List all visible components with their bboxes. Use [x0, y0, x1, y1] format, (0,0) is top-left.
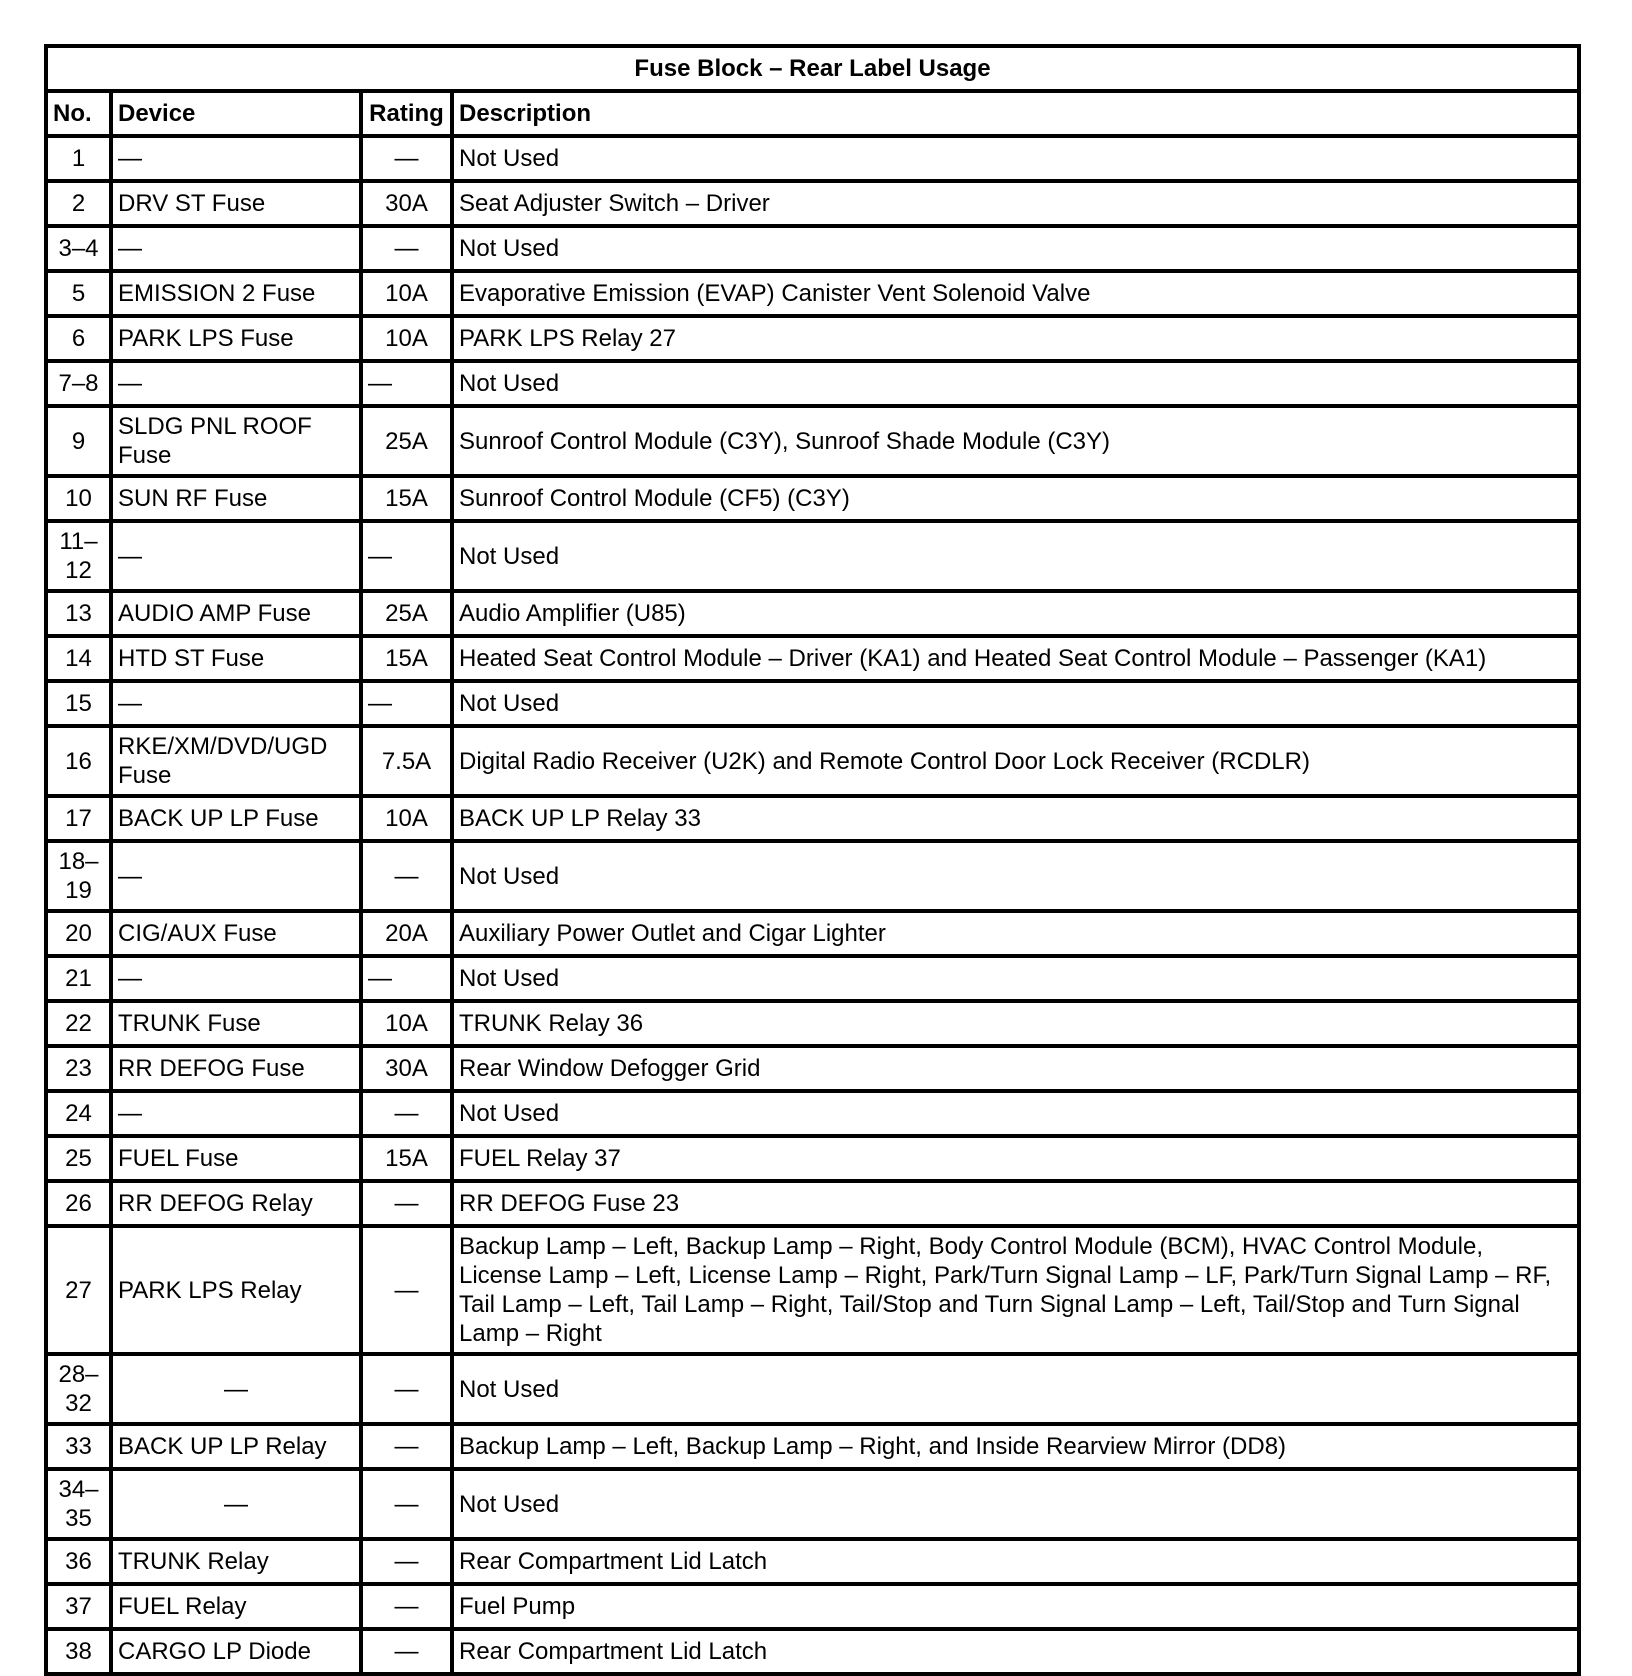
cell-device: — — [111, 681, 361, 726]
cell-no: 38 — [46, 1629, 111, 1674]
table-row — [46, 1539, 1579, 1584]
header-description: Description — [452, 91, 1579, 136]
cell-device: BACK UP LP Fuse — [111, 796, 361, 841]
table-row — [46, 841, 1579, 911]
cell-description: Sunroof Control Module (CF5) (C3Y) — [452, 476, 1579, 521]
table-row — [46, 136, 1579, 181]
cell-rating: — — [361, 1584, 452, 1629]
cell-no: 13 — [46, 591, 111, 636]
cell-description: Sunroof Control Module (C3Y), Sunroof Shade Module (C3Y) — [452, 406, 1579, 476]
cell-device: — — [111, 136, 361, 181]
cell-no: 18–19 — [46, 841, 111, 911]
cell-no: 16 — [46, 726, 111, 796]
cell-description: Heated Seat Control Module – Driver (KA1) and Heated Seat Control Module – Passenger (KA1) — [452, 636, 1579, 681]
cell-rating: — — [361, 226, 452, 271]
header-rating: Rating — [361, 91, 452, 136]
cell-rating: 25A — [361, 591, 452, 636]
cell-no: 28–32 — [46, 1354, 111, 1424]
cell-device: HTD ST Fuse — [111, 636, 361, 681]
cell-device: PARK LPS Fuse — [111, 316, 361, 361]
table-row — [46, 1469, 1579, 1539]
cell-description: Not Used — [452, 1091, 1579, 1136]
cell-description: BACK UP LP Relay 33 — [452, 796, 1579, 841]
cell-no: 2 — [46, 181, 111, 226]
cell-rating: — — [361, 1629, 452, 1674]
cell-device: — — [111, 361, 361, 406]
title-row — [46, 46, 1579, 91]
cell-description: RR DEFOG Fuse 23 — [452, 1181, 1579, 1226]
cell-rating: 7.5A — [361, 726, 452, 796]
cell-description: Not Used — [452, 841, 1579, 911]
cell-rating: — — [361, 841, 452, 911]
table-row — [46, 591, 1579, 636]
table-row — [46, 726, 1579, 796]
cell-description: TRUNK Relay 36 — [452, 1001, 1579, 1046]
cell-description: Backup Lamp – Left, Backup Lamp – Right, and Inside Rearview Mirror (DD8) — [452, 1424, 1579, 1469]
cell-description: Not Used — [452, 226, 1579, 271]
table-row — [46, 361, 1579, 406]
table-row — [46, 1629, 1579, 1674]
cell-device: CIG/AUX Fuse — [111, 911, 361, 956]
cell-no: 24 — [46, 1091, 111, 1136]
cell-no: 15 — [46, 681, 111, 726]
cell-device: — — [111, 1469, 361, 1539]
cell-description: Not Used — [452, 136, 1579, 181]
cell-no: 1 — [46, 136, 111, 181]
cell-rating: 30A — [361, 1046, 452, 1091]
cell-device: TRUNK Relay — [111, 1539, 361, 1584]
cell-device: — — [111, 841, 361, 911]
table-row — [46, 1354, 1579, 1424]
table-row — [46, 1424, 1579, 1469]
cell-no: 7–8 — [46, 361, 111, 406]
cell-description: FUEL Relay 37 — [452, 1136, 1579, 1181]
cell-rating: 10A — [361, 796, 452, 841]
cell-description: Not Used — [452, 956, 1579, 1001]
cell-no: 27 — [46, 1226, 111, 1354]
cell-rating: — — [361, 956, 452, 1001]
cell-rating: 25A — [361, 406, 452, 476]
cell-device: — — [111, 956, 361, 1001]
cell-no: 14 — [46, 636, 111, 681]
cell-rating: — — [361, 1354, 452, 1424]
cell-description: Not Used — [452, 1469, 1579, 1539]
cell-rating: — — [361, 136, 452, 181]
table-row — [46, 1181, 1579, 1226]
cell-rating: — — [361, 521, 452, 591]
table-row — [46, 406, 1579, 476]
cell-description: Not Used — [452, 521, 1579, 591]
cell-device: RR DEFOG Relay — [111, 1181, 361, 1226]
cell-rating: — — [361, 1181, 452, 1226]
table-row — [46, 1046, 1579, 1091]
cell-no: 3–4 — [46, 226, 111, 271]
header-row — [46, 91, 1579, 136]
header-device: Device — [111, 91, 361, 136]
table-row — [46, 181, 1579, 226]
cell-no: 36 — [46, 1539, 111, 1584]
table-row — [46, 1136, 1579, 1181]
cell-rating: 15A — [361, 636, 452, 681]
cell-rating: 15A — [361, 476, 452, 521]
cell-no: 10 — [46, 476, 111, 521]
cell-device: SUN RF Fuse — [111, 476, 361, 521]
table-row — [46, 271, 1579, 316]
table-row — [46, 1584, 1579, 1629]
cell-description: Backup Lamp – Left, Backup Lamp – Right, Body Control Module (BCM), HVAC Control Module, License Lamp – Left, License Lamp – Right, Park/Turn Signal Lamp – LF, Park/Turn Signal Lamp – RF, Tail Lamp – Left, Tail Lamp – Right, Tail/Stop and Turn Signal Lamp – Left, Tail/Stop and Turn Signal Lamp – Right — [452, 1226, 1579, 1354]
cell-device: FUEL Fuse — [111, 1136, 361, 1181]
cell-rating: 10A — [361, 271, 452, 316]
cell-description: Auxiliary Power Outlet and Cigar Lighter — [452, 911, 1579, 956]
cell-no: 17 — [46, 796, 111, 841]
cell-device: PARK LPS Relay — [111, 1226, 361, 1354]
cell-device: DRV ST Fuse — [111, 181, 361, 226]
cell-device: — — [111, 1354, 361, 1424]
cell-device: CARGO LP Diode — [111, 1629, 361, 1674]
cell-rating: — — [361, 1226, 452, 1354]
cell-no: 11–12 — [46, 521, 111, 591]
cell-device: AUDIO AMP Fuse — [111, 591, 361, 636]
table-title: Fuse Block – Rear Label Usage — [46, 46, 1579, 91]
cell-no: 9 — [46, 406, 111, 476]
cell-description: Not Used — [452, 1354, 1579, 1424]
cell-no: 23 — [46, 1046, 111, 1091]
table-row — [46, 476, 1579, 521]
cell-device: — — [111, 521, 361, 591]
cell-description: Not Used — [452, 681, 1579, 726]
cell-device: BACK UP LP Relay — [111, 1424, 361, 1469]
cell-rating: 10A — [361, 1001, 452, 1046]
table-row — [46, 911, 1579, 956]
cell-rating: 30A — [361, 181, 452, 226]
table-row — [46, 521, 1579, 591]
cell-description: Rear Compartment Lid Latch — [452, 1539, 1579, 1584]
table-row — [46, 1091, 1579, 1136]
table-row — [46, 1226, 1579, 1354]
cell-rating: — — [361, 1469, 452, 1539]
cell-description: Not Used — [452, 361, 1579, 406]
table-row — [46, 1001, 1579, 1046]
cell-no: 26 — [46, 1181, 111, 1226]
cell-no: 21 — [46, 956, 111, 1001]
cell-rating: 20A — [361, 911, 452, 956]
cell-device: — — [111, 226, 361, 271]
cell-device: — — [111, 1091, 361, 1136]
cell-no: 37 — [46, 1584, 111, 1629]
cell-device: RR DEFOG Fuse — [111, 1046, 361, 1091]
table-row — [46, 226, 1579, 271]
cell-no: 20 — [46, 911, 111, 956]
cell-no: 25 — [46, 1136, 111, 1181]
cell-description: Digital Radio Receiver (U2K) and Remote Control Door Lock Receiver (RCDLR) — [452, 726, 1579, 796]
cell-rating: — — [361, 1091, 452, 1136]
cell-rating: — — [361, 681, 452, 726]
cell-description: Audio Amplifier (U85) — [452, 591, 1579, 636]
cell-no: 34–35 — [46, 1469, 111, 1539]
table-row — [46, 681, 1579, 726]
cell-description: Evaporative Emission (EVAP) Canister Vent Solenoid Valve — [452, 271, 1579, 316]
cell-no: 5 — [46, 271, 111, 316]
cell-description: Seat Adjuster Switch – Driver — [452, 181, 1579, 226]
fuse-table — [44, 44, 1581, 1676]
table-row — [46, 956, 1579, 1001]
cell-device: TRUNK Fuse — [111, 1001, 361, 1046]
cell-device: FUEL Relay — [111, 1584, 361, 1629]
cell-no: 33 — [46, 1424, 111, 1469]
table-body — [46, 136, 1579, 1674]
cell-description: Rear Compartment Lid Latch — [452, 1629, 1579, 1674]
cell-device: EMISSION 2 Fuse — [111, 271, 361, 316]
table-row — [46, 796, 1579, 841]
header-no: No. — [46, 91, 111, 136]
cell-no: 6 — [46, 316, 111, 361]
cell-rating: — — [361, 1424, 452, 1469]
cell-description: Rear Window Defogger Grid — [452, 1046, 1579, 1091]
cell-rating: 10A — [361, 316, 452, 361]
cell-device: SLDG PNL ROOF Fuse — [111, 406, 361, 476]
cell-description: Fuel Pump — [452, 1584, 1579, 1629]
cell-device: RKE/XM/DVD/UGD Fuse — [111, 726, 361, 796]
cell-description: PARK LPS Relay 27 — [452, 316, 1579, 361]
table-row — [46, 316, 1579, 361]
cell-rating: — — [361, 361, 452, 406]
cell-no: 22 — [46, 1001, 111, 1046]
cell-rating: — — [361, 1539, 452, 1584]
cell-rating: 15A — [361, 1136, 452, 1181]
table-row — [46, 636, 1579, 681]
